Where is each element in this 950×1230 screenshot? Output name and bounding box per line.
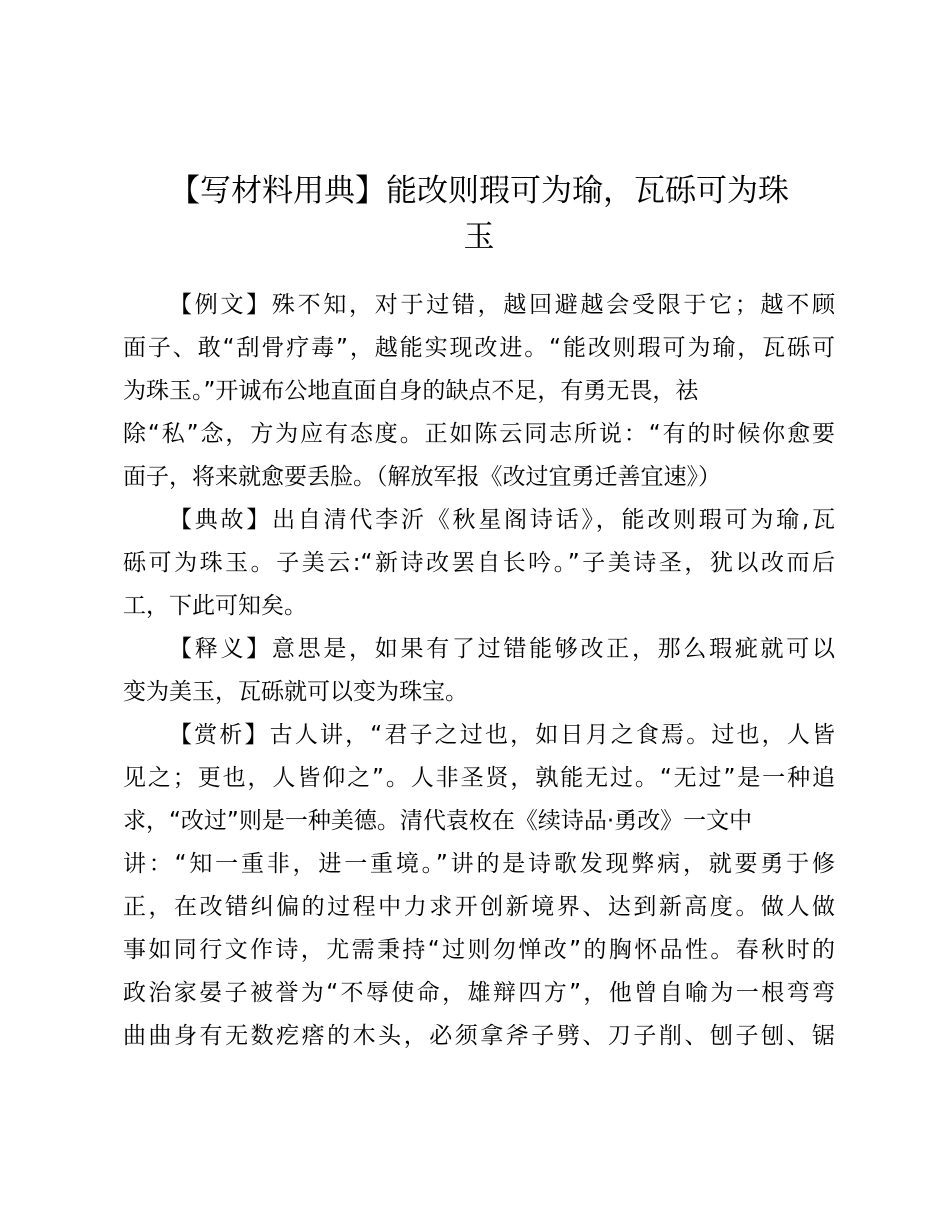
text-line: 面子，将来就愈要丢脸。（解放军报《改过宜勇迁善宜速》） [123,464,721,490]
text-line: 见之；更也，人皆仰之”。人非圣贤，孰能无过。“无过”是一种追 [123,765,835,791]
text-line: 为珠玉。”开诚布公地直面自身的缺点不足，有勇无畏，祛 [123,378,699,404]
text-line: 讲：“知一重非，进一重境。”讲的是诗歌发现弊病，就要勇于修 [123,851,835,877]
title-line: 玉 [463,219,495,255]
text-line: 工，下此可知矣。 [123,593,307,619]
text-line: 砾可为珠玉。子美云:“新诗改罢自长吟。”子美诗圣，犹以改而后 [123,550,835,576]
title-line: 【写材料用典】能改则瑕可为瑜，瓦砾可为珠 [169,173,789,209]
text-line: 【例文】殊不知，对于过错，越回避越会受限于它；越不顾 [169,292,835,318]
paragraph-meaning [123,628,835,714]
text-line: 曲曲身有无数疙瘩的木头，必须拿斧子劈、刀子削、刨子刨、锯 [123,1023,835,1049]
paragraph-appreciation [123,714,835,1058]
text-line: 正，在改错纠偏的过程中力求开创新境界、达到新高度。做人做 [123,894,835,920]
text-line: 变为美玉，瓦砾就可以变为珠宝。 [123,679,468,705]
text-line: 【赏析】古人讲，“君子之过也，如日月之食焉。过也，人皆 [169,722,835,748]
text-line: 除“私”念，方为应有态度。正如陈云同志所说：“有的时候你愈要 [123,421,835,447]
text-line: 【释义】意思是，如果有了过错能够改正，那么瑕疵就可以 [169,636,835,662]
text-line: 【典故】出自清代李沂《秋星阁诗话》，能改则瑕可为瑜,瓦 [169,507,835,533]
text-line: 事如同行文作诗，尤需秉持“过则勿惮改”的胸怀品性。春秋时的 [123,937,835,963]
document-body [123,284,835,1058]
document-title [123,168,835,260]
paragraph-example [123,284,835,499]
paragraph-allusion [123,499,835,628]
text-line: 求，“改过”则是一种美德。清代袁枚在《续诗品·勇改》一文中 [123,808,753,834]
text-line: 政治家晏子被誉为“不辱使命，雄辩四方”，他曾自喻为一根弯弯 [123,980,835,1006]
text-line: 面子、敢“刮骨疗毒”，越能实现改进。“能改则瑕可为瑜，瓦砾可 [123,335,835,361]
